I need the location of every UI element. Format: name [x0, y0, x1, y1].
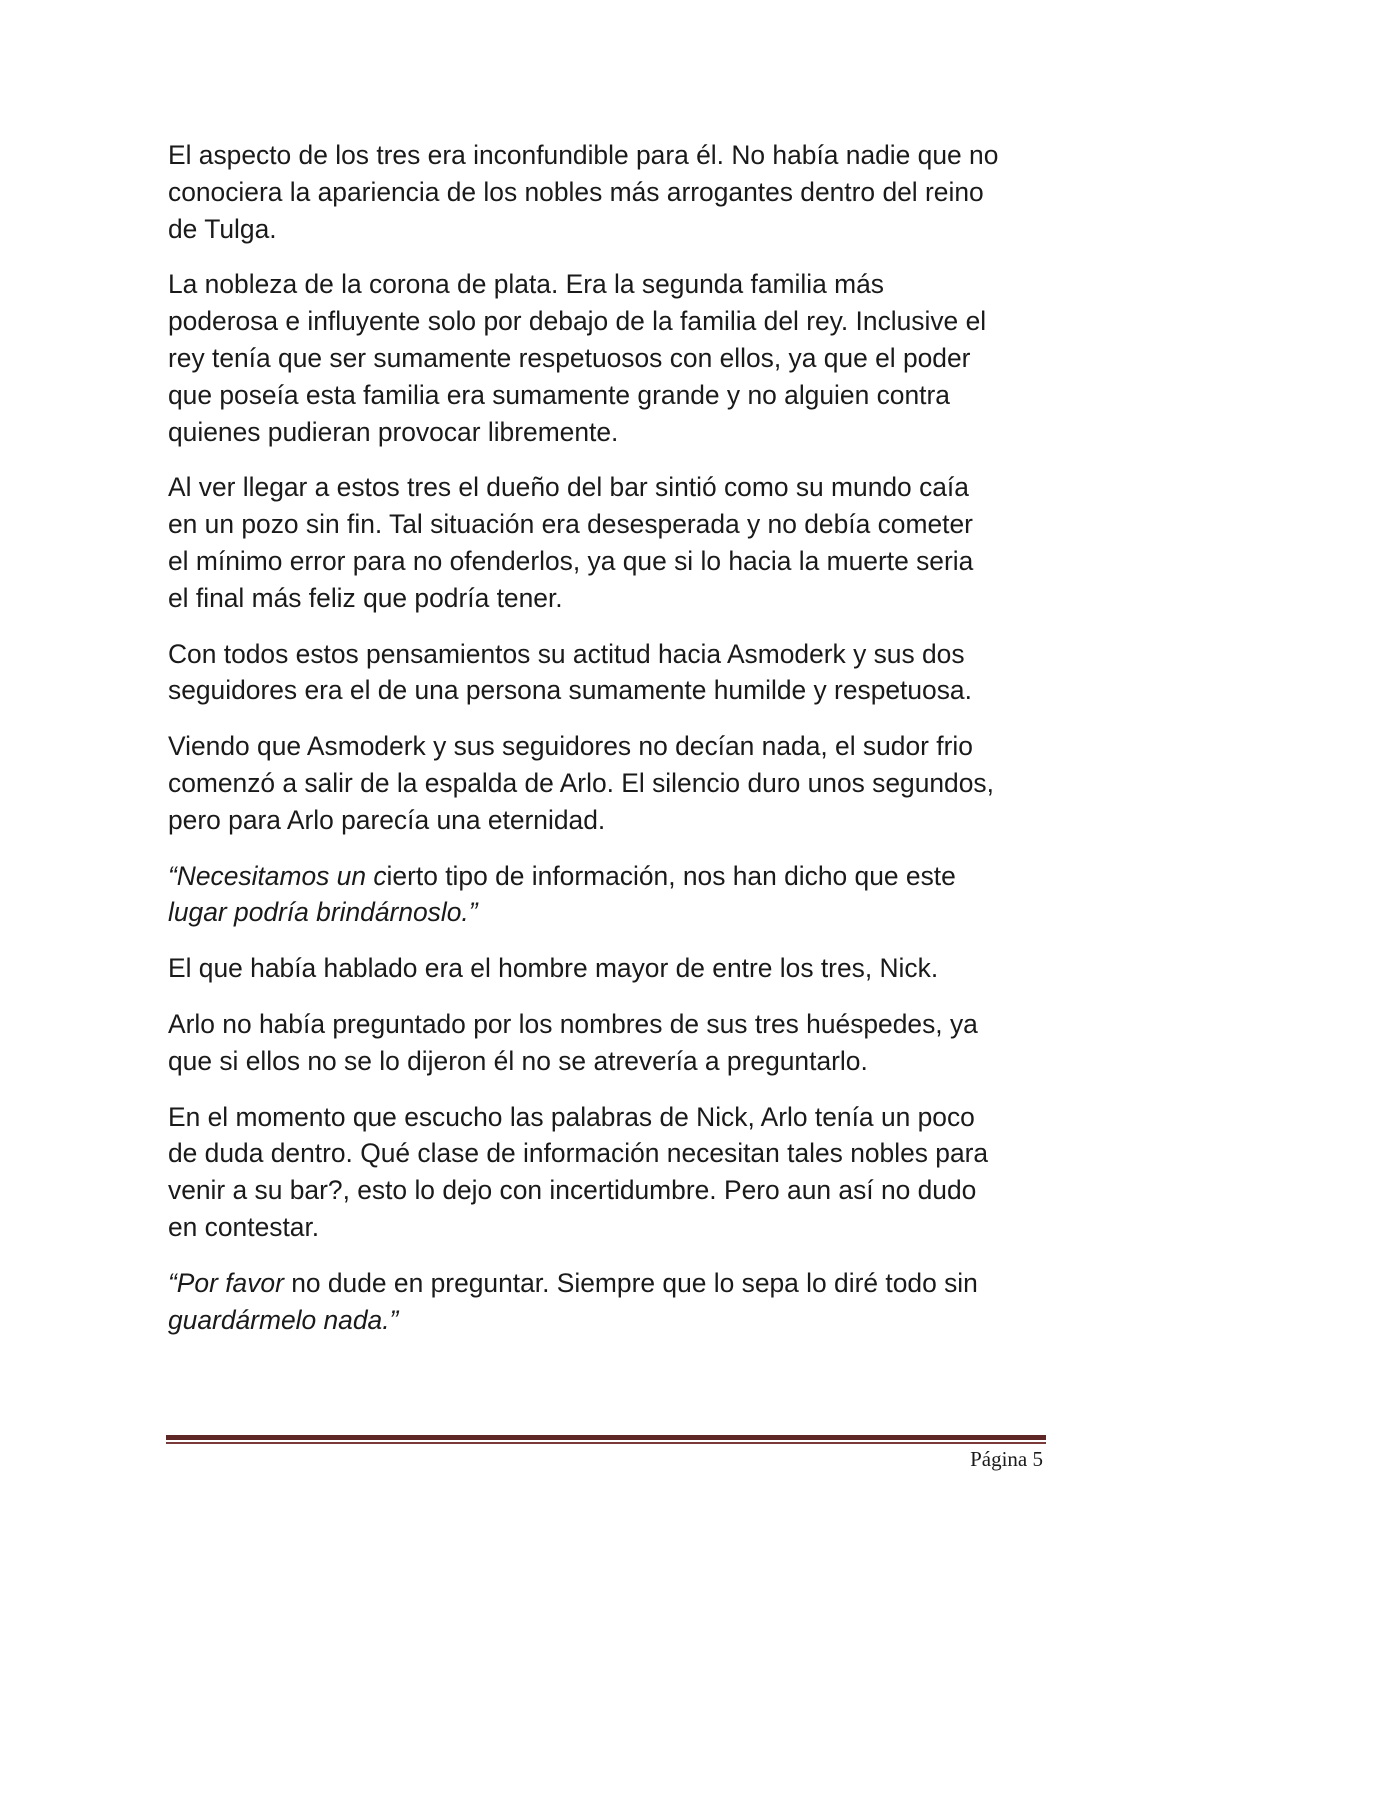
text-line	[168, 765, 1048, 802]
italic-run: lugar podría brindárnoslo.”	[168, 897, 478, 928]
text-run: Con todos estos pensamientos su actitud hacia Asmoderk y sus dos	[168, 638, 965, 669]
paragraph	[168, 137, 1048, 247]
text-run: en un pozo sin fin. Tal situación era desesperada y no debía cometer	[168, 509, 973, 540]
text-line	[168, 802, 1048, 839]
text-run: venir a su bar?, esto lo dejo con incertidumbre. Pero aun así no dudo	[168, 1175, 977, 1206]
text-line	[168, 377, 1048, 414]
text-line	[168, 414, 1048, 451]
footer-rule	[166, 1435, 1046, 1440]
text-line	[168, 1172, 1048, 1209]
text-run: que poseía esta familia era sumamente grande y no alguien contra	[168, 379, 950, 410]
text-run: conociera la apariencia de los nobles más arrogantes dentro del reino	[168, 176, 984, 207]
text-run: seguidores era el de una persona sumamente humilde y respetuosa.	[168, 675, 972, 706]
text-run: ierto tipo de información, nos han dicho que este	[386, 860, 956, 891]
text-line	[168, 1209, 1048, 1246]
text-line	[168, 543, 1048, 580]
paragraph	[168, 950, 1048, 987]
text-run: quienes pudieran provocar libremente.	[168, 416, 619, 447]
paragraph	[168, 1265, 1048, 1339]
text-line	[168, 1043, 1048, 1080]
text-run: que si ellos no se lo dijeron él no se atrevería a preguntarlo.	[168, 1045, 868, 1076]
text-line	[168, 303, 1048, 340]
text-line	[168, 1302, 1048, 1339]
text-run: en contestar.	[168, 1211, 320, 1242]
text-line	[168, 137, 1048, 174]
text-line	[168, 1265, 1048, 1302]
text-run: de duda dentro. Qué clase de información necesitan tales nobles para	[168, 1138, 989, 1169]
text-line	[168, 858, 1048, 895]
text-line	[168, 636, 1048, 673]
text-run: En el momento que escucho las palabras de Nick, Arlo tenía un poco	[168, 1101, 975, 1132]
text-line	[168, 506, 1048, 543]
paragraph	[168, 728, 1048, 838]
text-run: el final más feliz que podría tener.	[168, 582, 563, 613]
text-line	[168, 1006, 1048, 1043]
page-number: Página 5	[970, 1447, 1043, 1471]
italic-run: guardármelo nada.”	[168, 1304, 399, 1335]
text-run: Al ver llegar a estos tres el dueño del bar sintió como su mundo caía	[168, 472, 969, 503]
text-run: El que había hablado era el hombre mayor de entre los tres, Nick.	[168, 953, 939, 984]
paragraph	[168, 469, 1048, 616]
text-line	[168, 672, 1048, 709]
text-line	[168, 469, 1048, 506]
text-run: rey tenía que ser sumamente respetuosos con ellos, ya que el poder	[168, 342, 971, 373]
paragraph	[168, 1006, 1048, 1080]
paragraph	[168, 636, 1048, 710]
text-run: Viendo que Asmoderk y sus seguidores no decían nada, el sudor frio	[168, 731, 973, 762]
text-run: de Tulga.	[168, 213, 277, 244]
text-line	[168, 266, 1048, 303]
text-line	[168, 1099, 1048, 1136]
text-run: La nobleza de la corona de plata. Era la segunda familia más	[168, 269, 884, 300]
text-run: el mínimo error para no ofenderlos, ya que si lo hacia la muerte seria	[168, 545, 974, 576]
italic-run: “Necesitamos un c	[168, 860, 387, 891]
text-run: poderosa e influyente solo por debajo de la familia del rey. Inclusive el	[168, 306, 987, 337]
text-line	[168, 340, 1048, 377]
text-run: comenzó a salir de la espalda de Arlo. El silencio duro unos segundos,	[168, 767, 994, 798]
text-run: no dude en preguntar. Siempre que lo sepa lo diré todo sin	[283, 1267, 978, 1298]
text-line	[168, 580, 1048, 617]
text-line	[168, 894, 1048, 931]
text-line	[168, 1135, 1048, 1172]
paragraph	[168, 266, 1048, 450]
text-line	[168, 728, 1048, 765]
footer-rule-thin	[166, 1442, 1046, 1444]
paragraph	[168, 1099, 1048, 1246]
text-run: Arlo no había preguntado por los nombres de sus tres huéspedes, ya	[168, 1008, 978, 1039]
text-line	[168, 950, 1048, 987]
text-run: El aspecto de los tres era inconfundible para él. No había nadie que no	[168, 140, 999, 170]
paragraph	[168, 858, 1048, 932]
text-line	[168, 174, 1048, 211]
italic-run: “Por favor	[168, 1267, 284, 1298]
text-run: pero para Arlo parecía una eternidad.	[168, 804, 606, 835]
text-line	[168, 211, 1048, 248]
body-text	[168, 137, 1048, 1357]
